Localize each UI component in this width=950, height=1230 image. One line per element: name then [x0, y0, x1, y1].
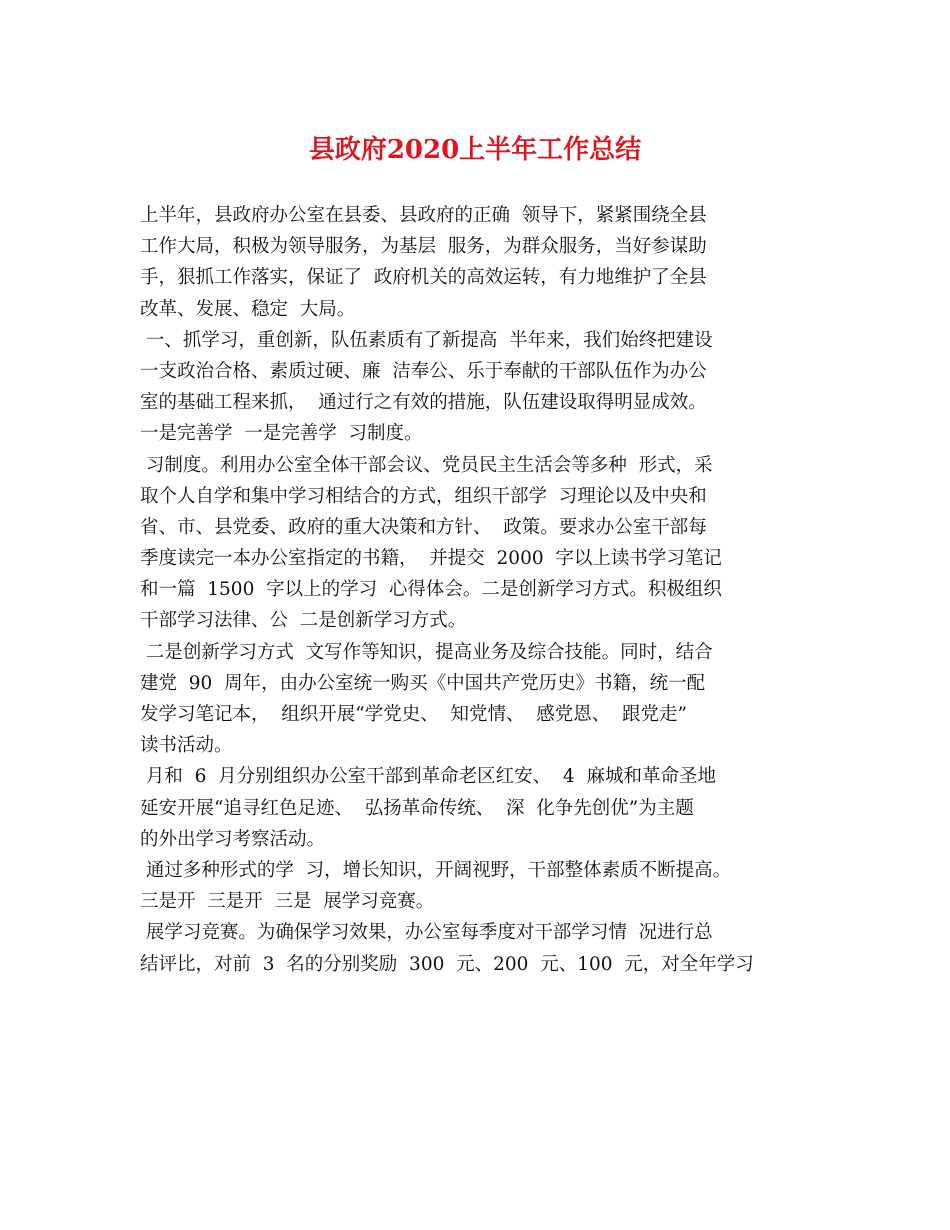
text-line: 三是开 三是开 三是 展学习竞赛。: [140, 891, 435, 913]
text-line: 手，狠抓工作落实，保证了 政府机关的高效运转，有力地维护了全县: [140, 267, 707, 289]
text-line: 习制度。利用办公室全体干部会议、党员民主生活会等多种 形式，采: [140, 454, 713, 476]
text-line: 展学习竞赛。为确保学习效果，办公室每季度对干部学习情 况进行总: [140, 922, 713, 944]
text-line: 一支政治合格、素质过硬、廉 洁奉公、乐于奉献的干部队伍作为办公: [140, 360, 707, 382]
text-line: 结评比，对前 3 名的分别奖励 300 元、200 元、100 元，对全年学习: [140, 953, 754, 975]
text-line: 季度读完一本办公室指定的书籍， 并提交 2000 字以上读书学习笔记: [140, 548, 722, 570]
text-line: 月和 6 月分别组织办公室干部到革命老区红安、 4 麻城和革命圣地: [140, 766, 716, 788]
text-line: 一、抓学习，重创新，队伍素质有了新提高 半年来，我们始终把建设: [140, 329, 713, 351]
document-title: 县政府2020上半年工作总结: [308, 135, 642, 165]
document-body: [140, 200, 820, 980]
text-line: 和一篇 1500 字以上的学习 心得体会。二是创新学习方式。积极组织: [140, 579, 722, 601]
text-line: 读书活动。: [140, 735, 233, 757]
text-line: 上半年，县政府办公室在县委、县政府的正确 领导下，紧紧围绕全县: [140, 205, 707, 226]
text-line: 省、市、县党委、政府的重大决策和方针、 政策。要求办公室干部每: [140, 516, 707, 538]
text-line: 二是创新学习方式 文写作等知识，提高业务及综合技能。同时，结合: [140, 641, 713, 663]
text-line: 室的基础工程来抓， 通过行之有效的措施，队伍建设取得明显成效。: [140, 392, 707, 414]
text-line: 发学习笔记本， 组织开展“学党史、 知党情、 感党恩、 跟党走”: [140, 704, 687, 725]
text-line: 建党 90 周年，由办公室统一购买《中国共产党历史》书籍，统一配: [140, 672, 706, 694]
text-line: 工作大局，积极为领导服务，为基层 服务，为群众服务，当好参谋助: [140, 236, 707, 258]
text-line: 延安开展“追寻红色足迹、 弘扬革命传统、 深 化争先创优”为主题: [140, 797, 694, 819]
text-line: 改革、发展、稳定 大局。: [140, 298, 356, 320]
text-line: 通过多种形式的学 习，增长知识，开阔视野，干部整体素质不断提高。: [140, 859, 732, 881]
text-line: 一是完善学 一是完善学 习制度。: [140, 423, 423, 445]
text-line: 的外出学习考察活动。: [140, 828, 326, 850]
text-line: 取个人自学和集中学习相结合的方式，组织干部学 习理论以及中央和: [140, 485, 707, 507]
text-line: 干部学习法律、公 二是创新学习方式。: [140, 610, 467, 632]
